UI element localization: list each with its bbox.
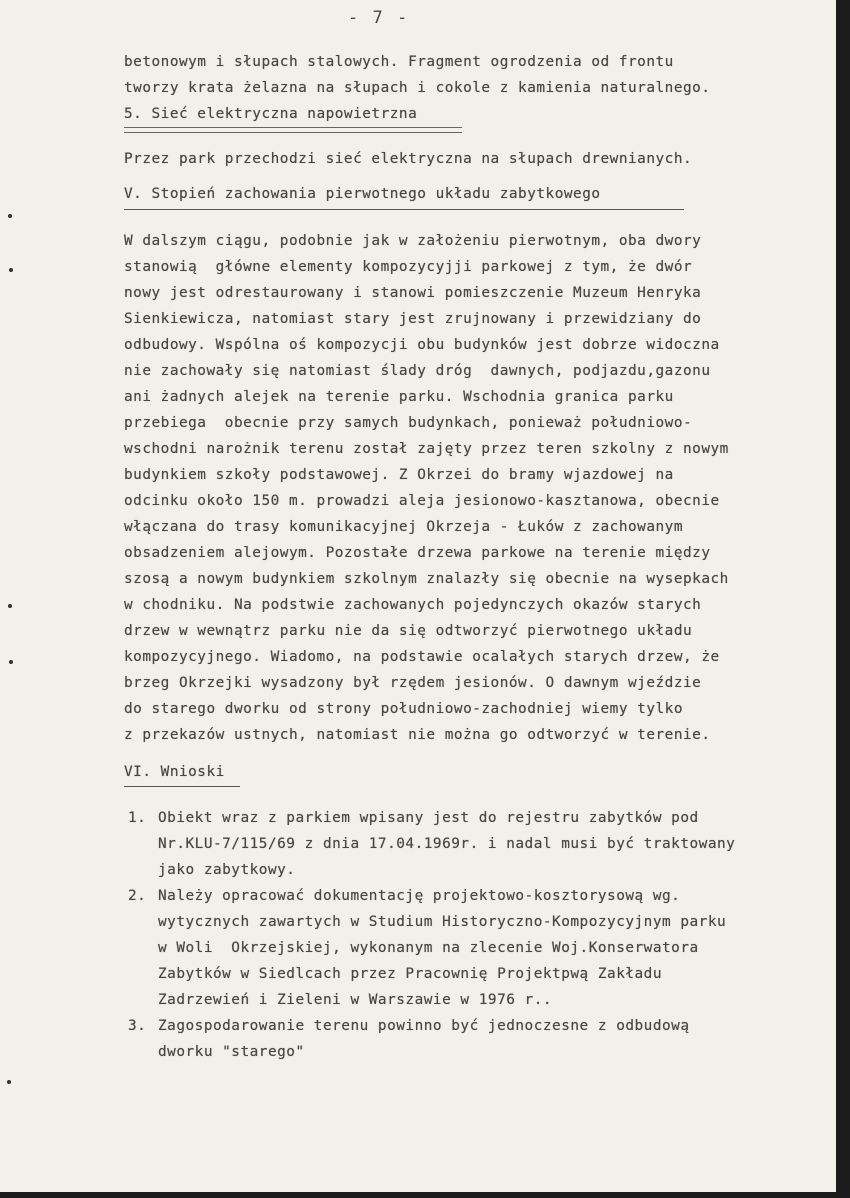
body-line: odcinku około 150 m. prowadzi aleja jesionowo-kasztanowa, obecnie: [124, 493, 720, 509]
body-line: z przekazów ustnych, natomiast nie można go odtworzyć w terenie.: [124, 727, 711, 743]
item-number: 1.: [128, 810, 147, 826]
punch-mark: [9, 660, 13, 664]
body-line: brzeg Okrzejki wysadzony był rzędem jesionów. O dawnym wjeździe: [124, 675, 702, 691]
punch-mark: [7, 1080, 11, 1084]
body-line: Sienkiewicza, natomiast stary jest zrujnowany i przewidziany do: [124, 311, 702, 327]
body-line: w chodniku. Na podstwie zachowanych pojedynczych okazów starych: [124, 597, 702, 613]
item-number: 3.: [128, 1018, 147, 1034]
item-line: wytycznych zawartych w Studium Historyczno-Kompozycyjnym parku: [158, 914, 727, 930]
body-line: W dalszym ciągu, podobnie jak w założeniu pierwotnym, oba dwory: [124, 233, 702, 249]
item-line: Zabytków w Siedlcach przez Pracownię Projektpwą Zakładu: [158, 966, 663, 982]
body-line: obsadzeniem alejowym. Pozostałe drzewa parkowe na terenie między: [124, 545, 711, 561]
item-line: dworku "starego": [158, 1044, 305, 1060]
item-line: w Woli Okrzejskiej, wykonanym na zlecenie Woj.Konserwatora: [158, 940, 699, 956]
punch-mark: [9, 268, 13, 272]
item-line: Zagospodarowanie terenu powinno być jednoczesne z odbudową: [158, 1018, 690, 1034]
body-line: nowy jest odrestaurowany i stanowi pomieszczenie Muzeum Henryka: [124, 285, 702, 301]
body-line: przebiega obecnie przy samych budynkach, ponieważ południowo-: [124, 415, 693, 431]
body-line: nie zachowały się natomiast ślady dróg dawnych, podjazdu,gazonu: [124, 363, 711, 379]
item-number: 2.: [128, 888, 147, 904]
item-line: Należy opracować dokumentację projektowo-kosztorysową wg.: [158, 888, 681, 904]
body-line: kompozycyjnego. Wiadomo, na podstawie ocalałych starych drzew, że: [124, 649, 720, 665]
body-line: wschodni narożnik terenu został zajęty przez teren szkolny z nowym: [124, 441, 729, 457]
heading-underline: [124, 209, 684, 210]
item-line: jako zabytkowy.: [158, 862, 296, 878]
body-line: włączana do trasy komunikacyjnej Okrzeja - Łuków z zachowanym: [124, 519, 683, 535]
body-line: szosą a nowym budynkiem szkolnym znalazły się obecnie na wysepkach: [124, 571, 729, 587]
text-line: betonowym i słupach stalowych. Fragment ogrodzenia od frontu: [124, 54, 674, 70]
heading-double-rule: [124, 127, 462, 133]
item-line: Obiekt wraz z parkiem wpisany jest do rejestru zabytków pod: [158, 810, 699, 826]
item-line: Zadrzewień i Zieleni w Warszawie w 1976 r..: [158, 992, 553, 1008]
body-line: ani żadnych alejek na terenie parku. Wschodnia granica parku: [124, 389, 674, 405]
heading-underline: [124, 786, 240, 787]
body-line: drzew w wewnątrz parku nie da się odtworzyć pierwotnego układu: [124, 623, 693, 639]
body-line: odbudowy. Wspólna oś kompozycji obu budynków jest dobrze widoczna: [124, 337, 720, 353]
text-line: tworzy krata żelazna na słupach i cokole z kamienia naturalnego.: [124, 80, 711, 96]
item-line: Nr.KLU-7/115/69 z dnia 17.04.1969r. i nadal musi być traktowany: [158, 836, 736, 852]
section-5-heading: 5. Sieć elektryczna napowietrzna: [124, 106, 418, 122]
body-line: do starego dworku od strony południowo-zachodniej wiemy tylko: [124, 701, 683, 717]
section-5-text: Przez park przechodzi sieć elektryczna na słupach drewnianych.: [124, 151, 693, 167]
body-line: stanowią główne elementy kompozycyjji parkowej z tym, że dwór: [124, 259, 693, 275]
punch-mark: [8, 214, 12, 218]
section-v-heading: V. Stopień zachowania pierwotnego układu zabytkowego: [124, 186, 601, 202]
body-line: budynkiem szkoły podstawowej. Z Okrzei do bramy wjazdowej na: [124, 467, 674, 483]
page-number: - 7 -: [348, 8, 410, 28]
section-vi-heading: VI. Wnioski: [124, 764, 225, 780]
punch-mark: [8, 604, 12, 608]
